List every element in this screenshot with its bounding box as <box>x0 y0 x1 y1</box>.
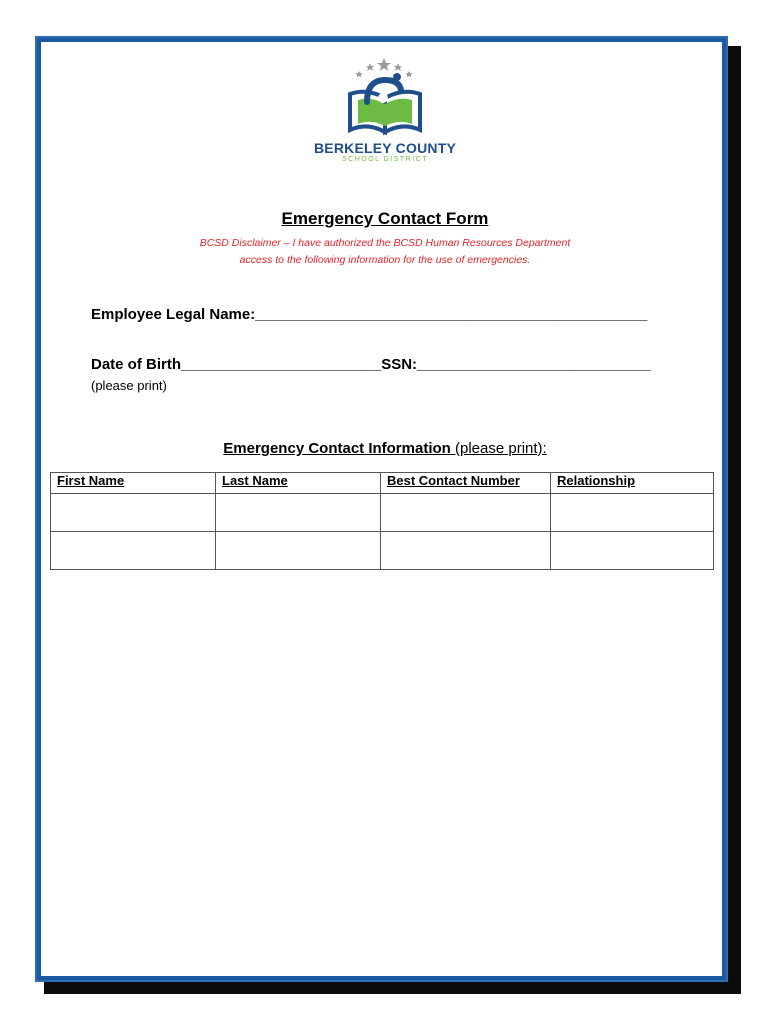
please-print-note: (please print) <box>91 378 167 393</box>
relationship-cell[interactable] <box>551 532 714 570</box>
employee-name-field[interactable]: Employee Legal Name:_______________________________________________ <box>91 306 648 323</box>
contact-number-cell[interactable] <box>381 494 551 532</box>
contact-number-cell[interactable] <box>381 532 551 570</box>
star-icon <box>406 71 412 77</box>
last-name-cell[interactable] <box>216 532 381 570</box>
section-heading-bold: Emergency Contact Information <box>223 440 451 457</box>
star-icon <box>377 58 391 71</box>
district-name: BERKELEY COUNTY <box>314 140 456 156</box>
relationship-cell[interactable] <box>551 494 714 532</box>
column-header-last-name: Last Name <box>216 473 381 494</box>
section-heading-note: (please print): <box>450 440 547 457</box>
star-icon <box>394 63 402 71</box>
table-header-row <box>51 473 714 494</box>
first-name-cell[interactable] <box>51 532 216 570</box>
table-row <box>51 494 714 532</box>
star-icon <box>366 63 374 71</box>
first-name-cell[interactable] <box>51 494 216 532</box>
last-name-cell[interactable] <box>216 494 381 532</box>
section-heading <box>0 440 770 457</box>
column-header-first-name: First Name <box>51 473 216 494</box>
form-title: Emergency Contact Form <box>281 209 489 228</box>
disclaimer-line-1: BCSD Disclaimer – I have authorized the BCSD Human Resources Department <box>199 237 571 249</box>
disclaimer-line-2: access to the following information for the use of emergencies. <box>239 254 531 266</box>
district-subtitle: SCHOOL DISTRICT <box>341 156 429 163</box>
star-icon <box>356 71 362 77</box>
table-row <box>51 532 714 570</box>
dob-ssn-field[interactable]: Date of Birth________________________SSN:____________________________ <box>91 356 651 373</box>
disclaimer <box>0 235 770 269</box>
column-header-relationship: Relationship <box>551 473 714 494</box>
column-header-contact-number: Best Contact Number <box>381 473 551 494</box>
emergency-contacts-table <box>50 472 714 570</box>
